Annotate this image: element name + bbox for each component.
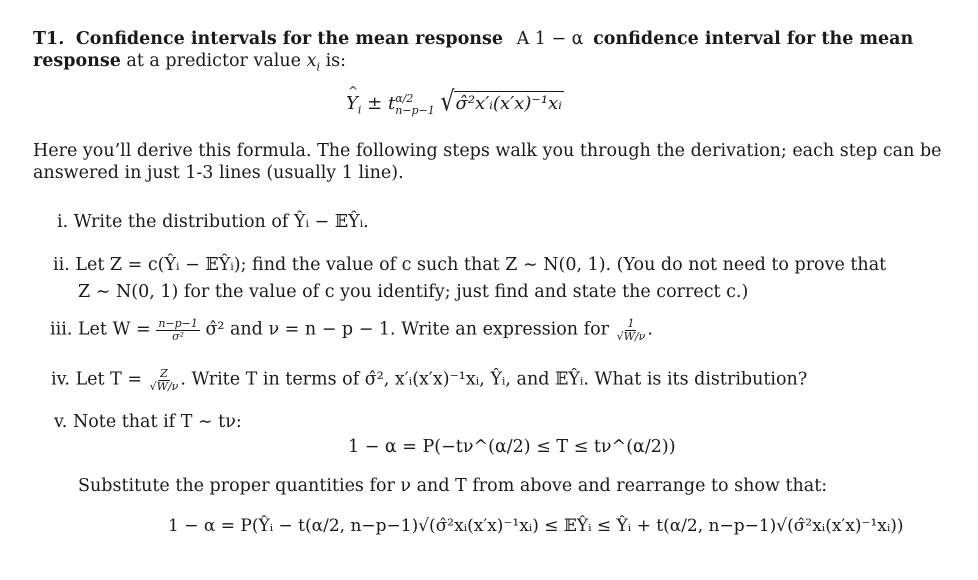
formula-y-hat: ^ Y <box>346 93 358 114</box>
item-text-b: σ̂² and ν = n − p − 1. Write an expression for <box>205 319 610 340</box>
item-number: iv. <box>51 369 70 390</box>
fraction <box>156 318 200 342</box>
item-text: Let W = <box>77 319 151 340</box>
item-text: Let T = <box>75 369 143 390</box>
equation-final: 1 − α = P(Ŷᵢ − t(α/2, n−p−1)√(σ̂²xᵢ(x′x)⁻¹xᵢ) ≤ 𝔼Ŷᵢ ≤ Ŷᵢ + t(α/2, n−p−1)√(σ̂²xᵢ(x′x)⁻¹xᵢ)) <box>168 516 904 536</box>
plus-minus: ± <box>367 93 383 114</box>
list-item-ii-cont: Z ∼ N(0, 1) for the value of c you identify; just find and state the correct c.) <box>78 282 749 302</box>
sqrt-icon: √ <box>440 86 455 119</box>
frac-den: √W/ν <box>149 379 179 393</box>
heading-line-2 <box>33 51 346 74</box>
item-number: iii. <box>50 319 73 340</box>
problem-title: Confidence intervals for the mean response <box>75 29 503 49</box>
fraction-2 <box>615 318 648 342</box>
problem-heading <box>33 29 913 49</box>
problem-number: T1. <box>33 29 65 49</box>
paragraph-line-1: Here you’ll derive this formula. The following steps walk you through the derivation; each step can be <box>33 141 942 161</box>
frac-den: √W/ν <box>616 329 646 343</box>
list-item-ii <box>53 255 886 275</box>
item-text: Write the distribution of Ŷᵢ − 𝔼Ŷᵢ. <box>73 212 369 232</box>
list-item-v <box>54 412 242 432</box>
heading-var-sub: i <box>316 60 320 74</box>
list-item-iii: iii. Let W = $\frac{n-p-1}{\text{σ²}}$ σ̂² and ν = n − p − 1. Write an expression for $\frac{1}{√W/\nu}$ . <box>50 317 653 343</box>
heading-response-word: response <box>33 51 121 71</box>
list-item-v-instruction: Substitute the proper quantities for ν and T from above and rearrange to show that: <box>78 476 828 496</box>
item-text: Note that if T ∼ tν: <box>72 412 242 432</box>
item-text: Let Z = c(Ŷᵢ − 𝔼Ŷᵢ); find the value of c such that Z ∼ N(0, 1). (You do not need to prove that <box>75 255 887 275</box>
item-number: i. <box>57 212 69 232</box>
item-text-b: Write T in terms of σ̂², x′ᵢ(x′x)⁻¹xᵢ, Ŷᵢ, and 𝔼Ŷᵢ. What is its distribution? <box>191 369 808 390</box>
t-sup: α/2 <box>395 91 414 105</box>
frac-num: 1 <box>627 317 635 330</box>
formula-radicand: σ̂²x′ᵢ(x′x)⁻¹xᵢ <box>455 93 562 114</box>
frac-den: σ² <box>172 329 185 343</box>
item-number: ii. <box>53 255 70 275</box>
t-scripts <box>395 93 435 116</box>
frac-num: n−p−1 <box>158 317 198 330</box>
fraction <box>148 368 181 392</box>
confidence-level: A 1 − α <box>516 29 584 49</box>
frac-num: Z <box>160 367 168 380</box>
heading-rest: at a predictor value <box>126 51 301 71</box>
heading-end: is: <box>325 51 347 71</box>
heading-continuation: confidence interval for the mean <box>593 29 914 49</box>
list-item-i <box>57 212 369 232</box>
paragraph-line-2: answered in just 1-3 lines (usually 1 line). <box>33 163 404 183</box>
item-number: v. <box>54 412 68 432</box>
t-sub: n−p−1 <box>395 103 435 117</box>
list-item-iv: iv. Let T = $\frac{Z}{√W/\nu}$ . Write T in terms of σ̂², x′ᵢ(x′x)⁻¹xᵢ, Ŷᵢ, and 𝔼Ŷᵢ. What is its distribution? <box>51 367 808 393</box>
equation-probability: 1 − α = P(−tν^(α/2) ≤ T ≤ tν^(α/2)) <box>348 437 676 457</box>
heading-var: x <box>306 51 317 71</box>
main-formula: ^ $Y_i \pm t$ α/2 n−p−1 √σ̂²x′ᵢ(x′x)⁻¹xᵢ <box>346 90 564 117</box>
formula-t: t <box>387 93 396 114</box>
